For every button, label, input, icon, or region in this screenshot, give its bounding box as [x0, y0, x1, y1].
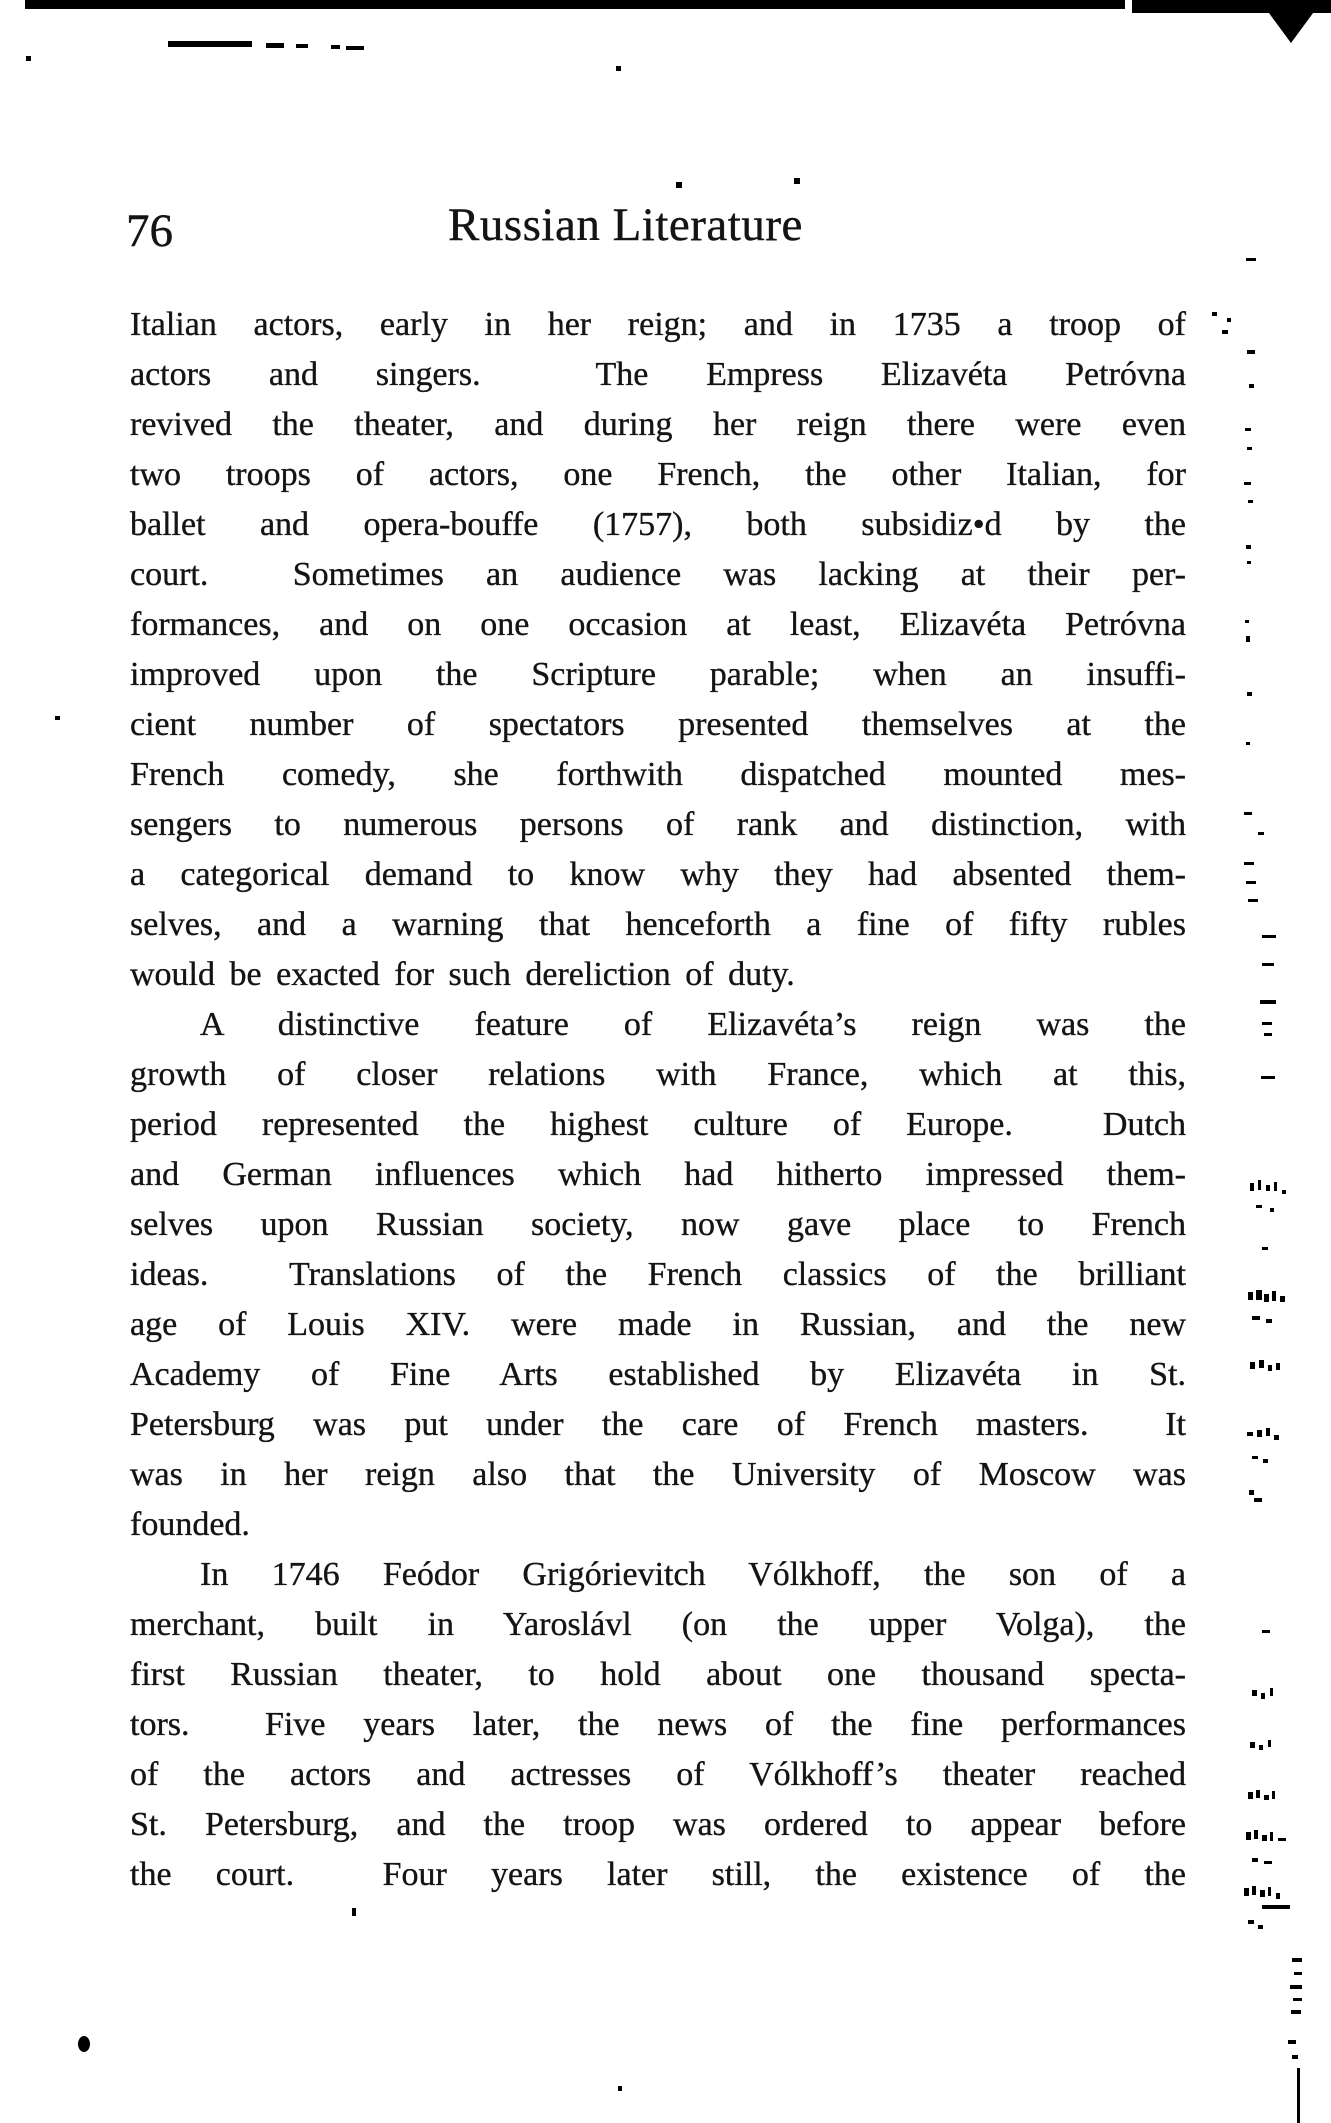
- text-line: selves, and a warning that henceforth a fine of fifty rubles: [130, 906, 1186, 943]
- artifact-mark: [1245, 428, 1251, 431]
- artifact-mark: [1292, 2055, 1298, 2059]
- artifact-mark: [1247, 350, 1255, 354]
- running-header-title: Russian Literature: [448, 199, 803, 251]
- artifact-mark: [1278, 1838, 1286, 1841]
- artifact-mark: [1258, 1180, 1261, 1190]
- artifact-mark: [1248, 500, 1253, 503]
- artifact-mark: [1249, 1490, 1254, 1495]
- artifact-mark: [1247, 1432, 1253, 1436]
- artifact-mark: [1272, 1791, 1275, 1799]
- text-line: period represented the highest culture of Europe. Dutch: [130, 1106, 1186, 1143]
- body-text: [130, 300, 1186, 1900]
- artifact-mark: [266, 43, 284, 48]
- artifact-mark: [1250, 1183, 1254, 1191]
- artifact-mark: [1262, 1022, 1272, 1025]
- artifact-mark: [1262, 1835, 1267, 1841]
- artifact-mark: [1256, 1290, 1262, 1300]
- artifact-mark: [1288, 2040, 1296, 2044]
- text-line: ideas. Translations of the French classics of the brilliant: [130, 1256, 1186, 1293]
- artifact-mark: [331, 45, 340, 49]
- artifact-mark: [1257, 1430, 1262, 1437]
- artifact-mark: [1256, 1790, 1260, 1798]
- text-line: growth of closer relations with France, which at this,: [130, 1056, 1186, 1093]
- artifact-mark: [1264, 1861, 1272, 1864]
- artifact-mark: [1268, 1740, 1271, 1747]
- artifact-mark: [1250, 1742, 1255, 1748]
- artifact-mark: [1259, 1360, 1264, 1368]
- artifact-mark: [1256, 1205, 1262, 1208]
- artifact-mark: [1291, 2010, 1301, 2014]
- artifact-mark: [1294, 1972, 1302, 1975]
- artifact-mark: [1264, 1033, 1272, 1036]
- artifact-mark: [1252, 1858, 1258, 1862]
- text-line: was in her reign also that the University of Moscow was: [130, 1456, 1186, 1493]
- artifact-mark: [1263, 1459, 1268, 1463]
- artifact-mark: [1248, 899, 1258, 902]
- artifact-mark: [1249, 384, 1254, 388]
- text-line: Academy of Fine Arts established by Elizavéta in St.: [130, 1356, 1186, 1393]
- artifact-mark: [1272, 1291, 1276, 1301]
- artifact-mark: [1261, 1693, 1265, 1699]
- artifact-mark: [1262, 1630, 1270, 1633]
- artifact-mark: [1252, 1316, 1260, 1320]
- artifact-mark: [1260, 1890, 1265, 1897]
- artifact-mark: [1248, 1792, 1253, 1799]
- text-line: tors. Five years later, the news of the fine performances: [130, 1706, 1186, 1743]
- artifact-mark: [1266, 1319, 1272, 1323]
- artifact-mark: [1246, 258, 1256, 261]
- text-line: the court. Four years later still, the existence of the: [130, 1856, 1186, 1893]
- artifact-mark: [1259, 1745, 1263, 1750]
- artifact-mark: [1276, 1363, 1280, 1370]
- text-line: In 1746 Feódor Grigórievitch Vólkhoff, the son of a: [200, 1556, 1186, 1593]
- artifact-mark: [78, 2036, 90, 2052]
- text-line: Petersburg was put under the care of French masters. It: [130, 1406, 1186, 1443]
- artifact-mark: [1262, 963, 1274, 966]
- artifact-mark: [1252, 1886, 1256, 1895]
- artifact-mark: [1274, 1435, 1279, 1440]
- artifact-mark: [1258, 1925, 1263, 1929]
- artifact-mark: [1246, 881, 1256, 884]
- text-line: St. Petersburg, and the troop was ordered to appear before: [130, 1806, 1186, 1843]
- artifact-mark: [616, 66, 621, 71]
- artifact-mark: [1276, 1893, 1280, 1899]
- artifact-mark: [1248, 1292, 1253, 1300]
- artifact-mark: [1222, 330, 1228, 334]
- text-line: formances, and on one occasion at least, Elizavéta Petróvna: [130, 606, 1186, 643]
- text-line: Italian actors, early in her reign; and in 1735 a troop of: [130, 306, 1186, 343]
- artifact-mark: [1270, 1208, 1274, 1212]
- text-line: revived the theater, and during her reign there were even: [130, 406, 1186, 443]
- artifact-mark: [1227, 318, 1231, 322]
- paragraph: [130, 1000, 1186, 1550]
- artifact-mark: [1274, 1182, 1277, 1191]
- artifact-mark: [1262, 1247, 1268, 1250]
- artifact-mark: [1254, 1498, 1262, 1502]
- artifact-mark: [1268, 1887, 1271, 1896]
- artifact-mark: [1280, 1296, 1285, 1302]
- text-line: of the actors and actresses of Vólkhoff’s theater reached: [130, 1756, 1186, 1793]
- artifact-mark: [1282, 1190, 1286, 1194]
- text-line: merchant, built in Yaroslávl (on the upper Volga), the: [130, 1606, 1186, 1643]
- text-line: founded.: [130, 1506, 250, 1543]
- text-line: a categorical demand to know why they had absented them-: [130, 856, 1186, 893]
- artifact-mark: [1246, 545, 1251, 549]
- artifact-mark: [1270, 1688, 1273, 1696]
- artifact-mark: [1247, 561, 1251, 564]
- artifact-mark: [1290, 1985, 1302, 1989]
- text-line: age of Louis XIV. were made in Russian, and the new: [130, 1306, 1186, 1343]
- text-line: first Russian theater, to hold about one thousand specta-: [130, 1656, 1186, 1693]
- text-line: would be exacted for such dereliction of duty.: [130, 956, 795, 993]
- artifact-mark: [1244, 482, 1251, 485]
- artifact-mark: [1260, 1000, 1276, 1004]
- text-line: cient number of spectators presented themselves at the: [130, 706, 1186, 743]
- text-line: court. Sometimes an audience was lacking at their per-: [130, 556, 1186, 593]
- artifact-mark: [1293, 1998, 1302, 2001]
- text-line: improved upon the Scripture parable; when an insuffi-: [130, 656, 1186, 693]
- artifact-mark: [1268, 1365, 1272, 1371]
- artifact-mark: [1254, 1830, 1258, 1839]
- artifact-mark: [1270, 1832, 1273, 1841]
- artifact-mark: [1258, 832, 1264, 835]
- artifact-mark: [676, 182, 682, 188]
- artifact-mark: [1247, 447, 1252, 450]
- artifact-mark: [1297, 2068, 1300, 2123]
- paragraph: [130, 1550, 1186, 1900]
- artifact-mark: [1261, 1076, 1275, 1079]
- artifact-mark: [1247, 692, 1252, 696]
- paragraph: [130, 300, 1186, 1000]
- artifact-mark: [1264, 1795, 1269, 1800]
- artifact-mark: [794, 178, 800, 184]
- artifact-mark: [1262, 1905, 1290, 1909]
- artifact-mark: [168, 41, 252, 47]
- text-line: two troops of actors, one French, the other Italian, for: [130, 456, 1186, 493]
- text-line: selves upon Russian society, now gave place to French: [130, 1206, 1186, 1243]
- artifact-mark: [346, 46, 364, 50]
- artifact-mark: [1245, 620, 1249, 623]
- text-line: actors and singers. The Empress Elizavéta Petróvna: [130, 356, 1186, 393]
- scan-edge-bar-top-left: [25, 0, 1125, 9]
- artifact-mark: [1252, 1456, 1258, 1459]
- artifact-mark: [1212, 312, 1217, 316]
- artifact-mark: [1244, 812, 1252, 815]
- artifact-mark: [1266, 1185, 1270, 1191]
- artifact-mark: [296, 44, 308, 48]
- artifact-mark: [1292, 1958, 1302, 1962]
- page-corner-fold-mark: [1266, 9, 1316, 43]
- artifact-mark: [1264, 1294, 1269, 1302]
- artifact-mark: [1250, 1362, 1255, 1369]
- artifact-mark: [55, 716, 60, 720]
- text-line: ballet and opera-bouffe (1757), both subsidiz•d by the: [130, 506, 1186, 543]
- artifact-mark: [1266, 1428, 1270, 1436]
- artifact-mark: [1244, 862, 1254, 865]
- artifact-mark: [26, 56, 31, 61]
- text-line: sengers to numerous persons of rank and distinction, with: [130, 806, 1186, 843]
- artifact-mark: [1252, 1690, 1257, 1696]
- artifact-mark: [1246, 636, 1250, 642]
- text-line: French comedy, she forthwith dispatched mounted mes-: [130, 756, 1186, 793]
- page-number: 76: [126, 205, 173, 257]
- artifact-mark: [1262, 935, 1276, 938]
- artifact-mark: [1246, 742, 1250, 745]
- artifact-mark: [1244, 1888, 1249, 1896]
- text-line: A distinctive feature of Elizavéta’s reign was the: [200, 1006, 1186, 1043]
- text-line: and German influences which had hitherto impressed them-: [130, 1156, 1186, 1193]
- artifact-mark: [1248, 1920, 1254, 1924]
- artifact-mark: [1246, 1832, 1251, 1840]
- artifact-mark: [618, 2086, 622, 2091]
- artifact-mark: [352, 1908, 356, 1916]
